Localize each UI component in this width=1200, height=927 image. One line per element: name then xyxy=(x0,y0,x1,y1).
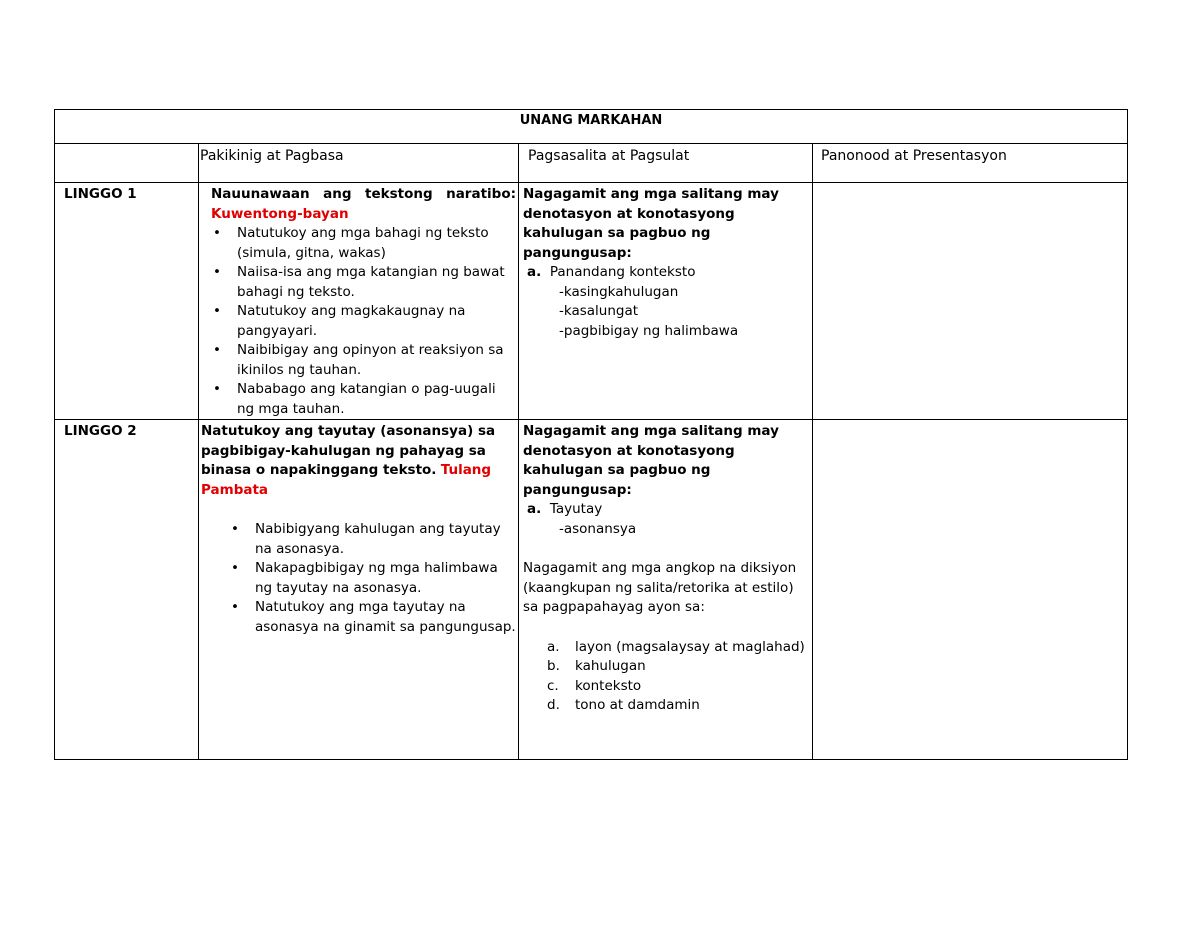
item-text: Tayutay xyxy=(549,501,603,517)
list-item: • Natutukoy ang magkakaugnay na pangyayari. xyxy=(207,302,516,341)
list-item xyxy=(523,638,810,658)
list-marker: a. xyxy=(547,638,560,655)
spacer xyxy=(523,539,810,559)
title-row xyxy=(55,110,1128,144)
spacer xyxy=(201,500,516,520)
week1-col2-item xyxy=(523,263,810,283)
list-item xyxy=(523,657,810,677)
week1-pagsasalita-cell xyxy=(519,183,813,420)
week2-pakikinig-cell xyxy=(199,420,519,760)
week1-col1-bullets xyxy=(207,224,516,419)
week2-col2-subitem: -asonansya xyxy=(559,520,637,537)
week1-col1-highlight: Kuwentong-bayan xyxy=(211,205,349,222)
list-marker: c. xyxy=(547,677,559,694)
week2-col1-highlight: Tulang Pambata xyxy=(201,462,492,498)
spacer xyxy=(523,618,810,638)
header-pagsasalita: Pagsasalita at Pagsulat xyxy=(519,144,813,183)
table-title: UNANG MARKAHAN xyxy=(519,113,663,128)
week1-pakikinig-cell xyxy=(199,183,519,420)
item-marker: a. xyxy=(527,501,542,517)
table-row-linggo-1 xyxy=(55,183,1128,420)
list-text: tono at damdamin xyxy=(575,697,700,713)
item-text: Panandang konteksto xyxy=(549,264,696,280)
item-marker: a. xyxy=(527,264,542,280)
header-row xyxy=(55,144,1128,183)
list-item: • Nabibigyang kahulugan ang tayutay na asonasya. xyxy=(201,520,516,559)
week2-col1-heading: Natutukoy ang tayutay (asonansya) sa pagbibigay-kahulugan ng pahayag sa binasa o napakinggang teksto. xyxy=(201,423,496,478)
list-item: • Nababago ang katangian o pag-uugali ng mga tauhan. xyxy=(207,380,516,419)
week1-col2-subitem: -kasingkahulugan xyxy=(559,283,679,300)
week1-col2-subitem: -pagbibigay ng halimbawa xyxy=(559,322,739,339)
list-item: • Naibibigay ang opinyon at reaksiyon sa ikinilos ng tauhan. xyxy=(207,341,516,380)
list-item: • Nakapagbibigay ng mga halimbawa ng tayutay na asonasya. xyxy=(201,559,516,598)
week-label: LINGGO 2 xyxy=(55,420,199,760)
week2-panonood-cell xyxy=(813,420,1128,760)
week2-col2-list xyxy=(523,638,810,716)
list-text: layon (magsalaysay at maglahad) xyxy=(575,638,805,655)
table-row-linggo-2 xyxy=(55,420,1128,760)
list-item xyxy=(523,677,810,697)
week1-col2-heading: Nagagamit ang mga salitang may denotasyon at konotasyong kahulugan sa pagbuo ng pangungusap: xyxy=(523,186,779,261)
week-label: LINGGO 1 xyxy=(55,183,199,420)
week2-pagsasalita-cell xyxy=(519,420,813,760)
list-item: • Natutukoy ang mga tayutay na asonasya na ginamit sa pangungusap. xyxy=(201,598,516,637)
week2-col1-bullets xyxy=(201,520,516,637)
list-item: • Natutukoy ang mga bahagi ng teksto (simula, gitna, wakas) xyxy=(207,224,516,263)
week2-col2-heading: Nagagamit ang mga salitang may denotasyon at konotasyong kahulugan sa pagbuo ng pangungusap: xyxy=(523,423,779,498)
week1-col1-heading: Nauunawaan ang tekstong naratibo: xyxy=(211,186,516,202)
week2-col2-paragraph: Nagagamit ang mga angkop na diksiyon (kaangkupan ng salita/retorika at estilo) sa pagpapahayag ayon sa: xyxy=(523,560,797,615)
list-item: • Naiisa-isa ang mga katangian ng bawat bahagi ng teksto. xyxy=(207,263,516,302)
list-item xyxy=(523,696,810,716)
header-empty-cell xyxy=(55,144,199,183)
table-title-cell xyxy=(55,110,1128,144)
week2-col1-heading-block xyxy=(201,422,516,500)
header-panonood: Panonood at Presentasyon xyxy=(813,144,1128,183)
week2-col2-item xyxy=(523,500,810,520)
curriculum-table xyxy=(54,109,1128,760)
header-pakikinig: Pakikinig at Pagbasa xyxy=(199,144,519,183)
list-text: konteksto xyxy=(575,677,642,694)
week1-col2-subitem: -kasalungat xyxy=(559,303,639,319)
list-text: kahulugan xyxy=(575,658,646,674)
week1-panonood-cell xyxy=(813,183,1128,420)
list-marker: d. xyxy=(547,697,560,713)
list-marker: b. xyxy=(547,658,560,674)
